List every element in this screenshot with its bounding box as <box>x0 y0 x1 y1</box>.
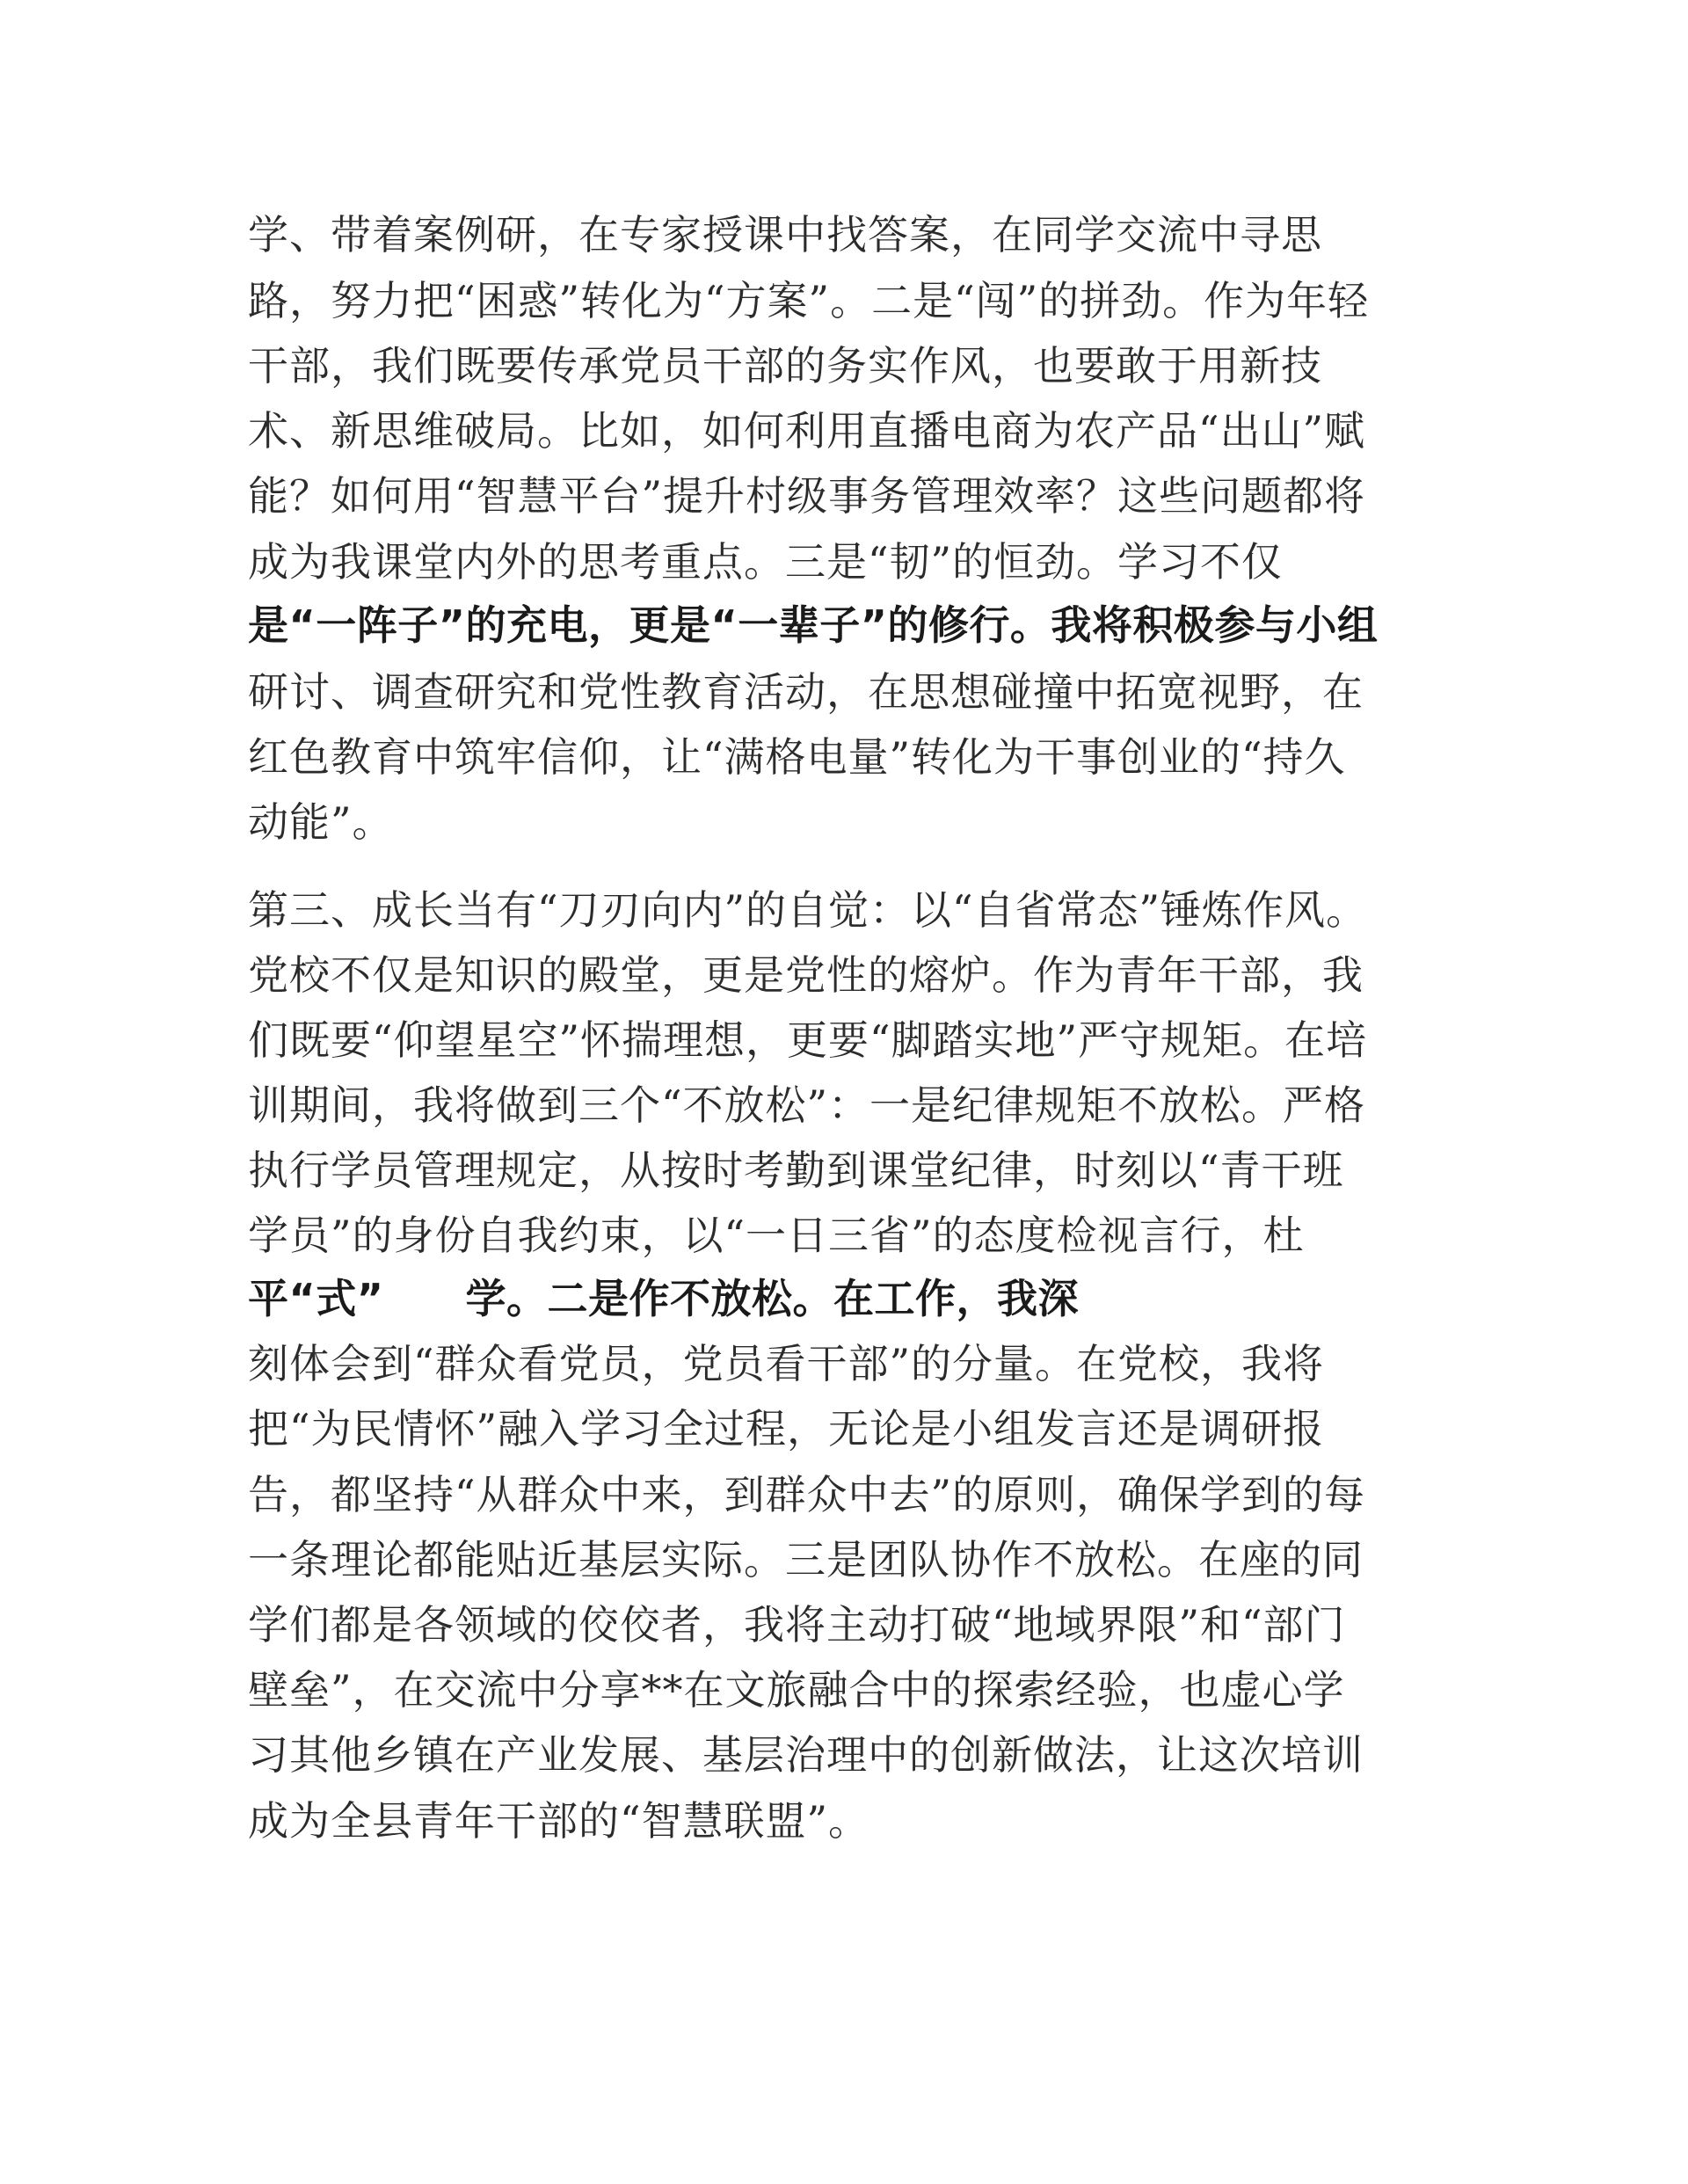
text-line: 研讨、调查研究和党性教育活动，在思想碰撞中拓宽视野，在 <box>248 668 1364 716</box>
text-line: 习其他乡镇在产业发展、基层治理中的创新做法，让这次培训 <box>248 1731 1364 1779</box>
text-line: 学们都是各领域的佼佼者，我将主动打破“地域界限”和“部门 <box>248 1601 1346 1649</box>
text-line: 刻体会到“群众看党员，党员看干部”的分量。在党校，我将 <box>248 1340 1325 1387</box>
text-line: 们既要“仰望星空”怀揣理想，更要“脚踏实地”严守规矩。在培 <box>248 1016 1368 1064</box>
text-line: 干部，我们既要传承党员干部的务实作风，也要敢于用新技 <box>248 342 1322 389</box>
text-line: 成为我课堂内外的思考重点。三是“韧”的恒劲。学习不仅 <box>248 538 1284 586</box>
text-line: 执行学员管理规定，从按时考勤到课堂纪律，时刻以“青干班 <box>248 1147 1344 1194</box>
text-line: 党校不仅是知识的殿堂，更是党性的熔炉。作为青年干部，我 <box>248 951 1364 999</box>
text-line: 学员”的身份自我约束，以“一日三省”的态度检视言行，杜 <box>248 1212 1305 1259</box>
text-line: 把“为民情怀”融入学习全过程，无论是小组发言还是调研报 <box>248 1405 1325 1452</box>
text-line: 红色教育中筑牢信仰，让“满格电量”转化为干事创业的“持久 <box>248 733 1346 781</box>
text-line: 学、带着案例研，在专家授课中找答案，在同学交流中寻思 <box>248 211 1322 258</box>
text-line: 一条理论都能贴近基层实际。三是团队协作不放松。在座的同 <box>248 1536 1364 1583</box>
text-line: 能？如何用“智慧平台”提升村级事务管理效率？这些问题都将 <box>248 472 1366 520</box>
text-line: 告，都坚持“从群众中来，到群众中去”的原则，确保学到的每 <box>248 1471 1366 1518</box>
text-line: 路，努力把“困惑”转化为“方案”。二是“闯”的拼劲。作为年轻 <box>248 277 1370 324</box>
text-line: 是“一阵子”的充电，更是“一辈子”的修行。我将积极参与小组 <box>248 601 1379 649</box>
section-heading: 第三、成长当有“刀刃向内”的自觉：以“自省常态”锤炼作风。 <box>248 886 1368 934</box>
text-line: 成为全县青年干部的“智慧联盟”。 <box>248 1797 870 1845</box>
text-line: 动能”。 <box>248 798 394 846</box>
text-line: 训期间，我将做到三个“不放松”：一是纪律规矩不放松。严格 <box>248 1081 1366 1129</box>
text-line: 术、新思维破局。比如，如何利用直播电商为农产品“出山”赋 <box>248 407 1366 455</box>
text-line: 壁垒”，在交流中分享**在文旅融合中的探索经验，也虚心学 <box>248 1666 1345 1714</box>
text-line: 平“式” 学。二是作不放松。在工作，我深 <box>248 1275 1079 1322</box>
